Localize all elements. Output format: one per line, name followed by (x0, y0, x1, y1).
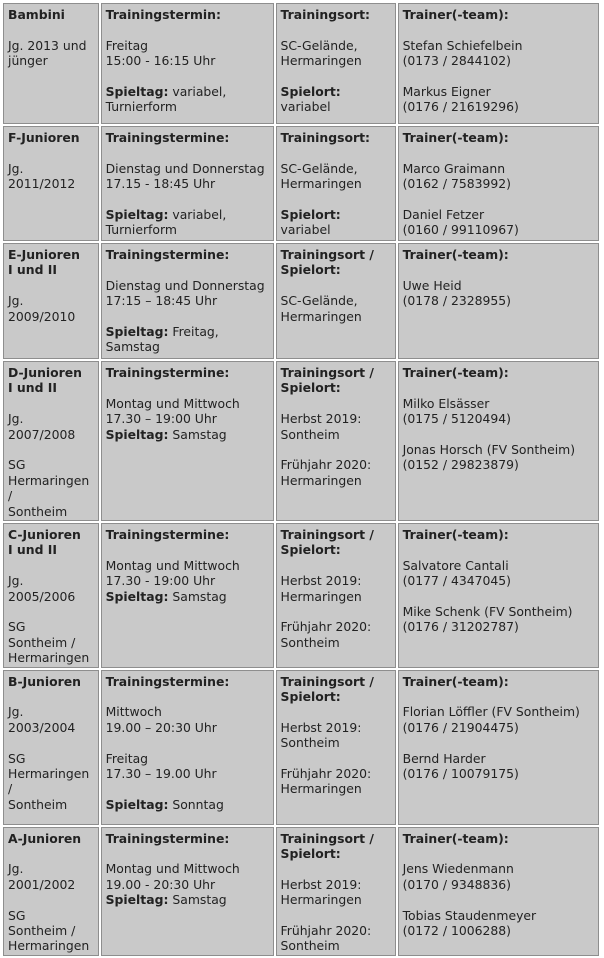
team-sg (8, 908, 95, 954)
training-place-cell (276, 523, 396, 668)
sg-line: SG (8, 619, 26, 635)
sg-line: SG (8, 457, 26, 473)
team-name: E-Junioren (8, 247, 80, 262)
coach-header: Trainer(-team): (402, 130, 509, 145)
matchday-line (106, 427, 270, 442)
coach-header: Trainer(-team): (402, 247, 509, 262)
coach-cell (398, 243, 599, 359)
team-sg (8, 619, 95, 665)
place-header: Spielort: (280, 846, 341, 862)
coach-line: (0176 / 10079175) (402, 766, 519, 782)
coach-cell (398, 670, 599, 825)
matchday-label: Spieltag: (105, 84, 169, 99)
place-line: Herbst 2019: (280, 411, 362, 427)
time-line: Freitag (105, 750, 149, 766)
place-line: variabel (280, 99, 331, 115)
coach-header: Trainer(-team): (402, 673, 509, 689)
coach-line: Salvatore Cantali (402, 557, 509, 573)
place-block (281, 766, 392, 797)
place-line: SC-Gelände, (280, 37, 358, 53)
team-cell (3, 827, 99, 956)
time-block (106, 324, 270, 355)
coach-cell (398, 3, 599, 124)
team-name: I und II (8, 542, 57, 558)
team-cell (3, 361, 99, 521)
place-line: variabel (280, 222, 331, 238)
team-name: D-Junioren (8, 365, 83, 380)
place-line: Herbst 2019: (280, 876, 362, 892)
coach-block (403, 908, 595, 939)
venue-line (281, 207, 392, 222)
coach-block (403, 604, 595, 635)
time-header: Trainingstermine: (105, 247, 230, 262)
time-line: Montag und Mittwoch (105, 861, 240, 877)
sg-line: Hermaringen / (8, 766, 90, 797)
place-block (281, 207, 392, 238)
time-block (106, 278, 270, 309)
time-line: Dienstag und Donnerstag (105, 160, 265, 176)
time-line: 17.30 - 19:00 Uhr (105, 573, 216, 589)
place-header: Trainingsort / (280, 247, 374, 262)
training-place-cell (276, 3, 396, 124)
sg-line: Hermaringen / (8, 472, 90, 504)
table-row (3, 243, 599, 359)
matchday-label: Spieltag: (105, 426, 169, 442)
time-block (106, 558, 270, 589)
place-block (281, 84, 392, 115)
coach-cell (398, 126, 599, 241)
coach-block (403, 278, 595, 309)
years-line: Jg. 2007/2008 (8, 411, 76, 442)
team-name: A-Junioren (8, 830, 82, 846)
team-name: I und II (8, 262, 57, 278)
time-block (106, 589, 270, 604)
coach-block (403, 161, 595, 192)
place-block (281, 720, 392, 751)
time-line: 17.15 - 18:45 Uhr (105, 176, 216, 192)
time-block (106, 861, 270, 892)
training-time-cell (101, 523, 274, 668)
coach-line: Jens Wiedenmann (402, 861, 514, 877)
matchday-value: Samstag (168, 588, 227, 604)
place-header: Spielort: (280, 542, 341, 558)
matchday-line (106, 207, 270, 222)
coach-line: (0160 / 99110967) (402, 222, 519, 238)
time-block (106, 38, 270, 69)
training-place-cell (276, 243, 396, 359)
matchday-line (106, 589, 270, 604)
team-sg (8, 751, 95, 813)
table-row (3, 827, 599, 956)
place-line: Sontheim (280, 426, 340, 442)
team-name: C-Junioren (8, 527, 81, 543)
time-header: Trainingstermin: (105, 7, 221, 22)
matchday-label: Spieltag: (105, 588, 169, 604)
time-line: Freitag (105, 37, 149, 53)
time-line: 17:15 – 18:45 Uhr (105, 293, 218, 309)
training-schedule-table (1, 1, 601, 958)
time-line: Turnierform (105, 99, 177, 115)
coach-line: Milko Elsässer (402, 395, 490, 411)
time-line: 15:00 - 16:15 Uhr (105, 53, 216, 69)
place-header: Trainingsort / (280, 830, 374, 846)
time-line: 19.00 – 20:30 Uhr (105, 719, 217, 735)
place-line: SC-Gelände, (280, 293, 358, 309)
matchday-value: Sonntag (168, 796, 224, 812)
place-block (281, 411, 392, 442)
place-block (281, 877, 392, 908)
place-line: Hermaringen (280, 781, 362, 797)
time-block (106, 892, 270, 907)
time-block (106, 797, 270, 812)
place-line: Herbst 2019: (280, 573, 362, 589)
place-line: Hermaringen (280, 472, 362, 488)
place-block (281, 457, 392, 488)
training-place-cell (276, 361, 396, 521)
coach-line: (0170 / 9348836) (402, 876, 511, 892)
matchday-label: Spieltag: (105, 892, 169, 908)
place-line: Herbst 2019: (280, 719, 362, 735)
coach-block (403, 751, 595, 782)
table-row (3, 126, 599, 241)
team-name: F-Junioren (8, 130, 80, 145)
place-header: Trainingsort / (280, 673, 374, 689)
coach-block (403, 84, 595, 115)
matchday-label: Spieltag: (105, 324, 169, 339)
coach-cell (398, 827, 599, 956)
team-years (8, 573, 95, 604)
sg-line: Hermaringen (8, 938, 90, 954)
place-block (281, 161, 392, 192)
training-time-cell (101, 3, 274, 124)
table-row (3, 361, 599, 521)
years-line: Jg. 2009/2010 (8, 293, 76, 324)
place-header: Spielort: (280, 262, 341, 278)
time-line: Mittwoch (105, 704, 162, 720)
place-block (281, 293, 392, 324)
team-years (8, 704, 95, 735)
team-cell (3, 126, 99, 241)
time-line: Montag und Mittwoch (105, 395, 240, 411)
sg-line: Sontheim / (8, 923, 76, 939)
table-row (3, 3, 599, 124)
coach-line: (0178 / 2328955) (402, 293, 511, 309)
coach-line: (0172 / 1006288) (402, 923, 511, 939)
training-time-cell (101, 827, 274, 956)
coach-line: Bernd Harder (402, 750, 486, 766)
years-line: Jg. 2013 und (8, 37, 87, 53)
time-line: Turnierform (105, 222, 177, 238)
sg-line: Hermaringen (8, 650, 90, 666)
matchday-value: Freitag, (168, 324, 219, 339)
training-place-cell (276, 126, 396, 241)
team-name: B-Junioren (8, 673, 81, 689)
coach-line: (0176 / 21619296) (402, 99, 519, 115)
training-time-cell (101, 243, 274, 359)
coach-line: Markus Eigner (402, 84, 491, 99)
coach-line: Marco Graimann (402, 160, 506, 176)
coach-line: Tobias Staudenmeyer (402, 907, 537, 923)
coach-line: Florian Löffler (FV Sontheim) (402, 704, 580, 720)
time-block (106, 751, 270, 782)
table-row (3, 670, 599, 825)
matchday-value: variabel, (168, 84, 227, 99)
team-years (8, 411, 95, 442)
time-header: Trainingstermine: (105, 830, 230, 846)
time-block (106, 161, 270, 192)
coach-line: Jonas Horsch (FV Sontheim) (402, 442, 576, 457)
coach-header: Trainer(-team): (402, 830, 509, 846)
time-block (106, 207, 270, 238)
time-block (106, 396, 270, 427)
years-line: Jg. 2011/2012 (8, 160, 76, 192)
coach-header: Trainer(-team): (402, 7, 509, 22)
time-block (106, 84, 270, 115)
place-line: Hermaringen (280, 308, 362, 324)
training-time-cell (101, 361, 274, 521)
place-line: Sontheim (280, 634, 340, 650)
team-name: I und II (8, 380, 57, 396)
time-line: Samstag (105, 339, 160, 355)
place-line: Hermaringen (280, 588, 362, 604)
team-cell (3, 670, 99, 825)
place-line: Hermaringen (280, 892, 362, 908)
coach-line: (0176 / 21904475) (402, 719, 519, 735)
years-line: Jg. 2003/2004 (8, 704, 76, 735)
coach-block (403, 396, 595, 427)
coach-line: (0173 / 2844102) (402, 53, 511, 69)
matchday-line (106, 797, 270, 812)
place-block (281, 619, 392, 650)
coach-block (403, 442, 595, 473)
coach-line: (0177 / 4347045) (402, 573, 511, 589)
sg-line: Sontheim / (8, 634, 76, 650)
training-place-cell (276, 670, 396, 825)
coach-block (403, 38, 595, 69)
place-block (281, 923, 392, 954)
place-header: Spielort: (280, 380, 341, 396)
team-cell (3, 243, 99, 359)
team-cell (3, 523, 99, 668)
time-block (106, 704, 270, 735)
place-line: Sontheim (280, 735, 340, 751)
training-place-cell (276, 827, 396, 956)
place-block (281, 573, 392, 604)
sg-line: Sontheim (8, 503, 68, 519)
time-header: Trainingstermine: (105, 365, 230, 380)
time-header: Trainingstermine: (105, 130, 230, 145)
table-body (3, 3, 599, 956)
coach-line: (0162 / 7583992) (402, 176, 511, 192)
place-line: Frühjahr 2020: (280, 457, 372, 473)
venue-label: Spielort: (280, 207, 341, 222)
place-header: Spielort: (280, 689, 341, 705)
time-header: Trainingstermine: (105, 673, 230, 689)
matchday-line (106, 892, 270, 907)
matchday-label: Spieltag: (105, 796, 169, 812)
years-line: Jg. 2005/2006 (8, 573, 76, 604)
matchday-label: Spieltag: (105, 207, 169, 222)
team-sg (8, 457, 95, 519)
coach-line: (0176 / 31202787) (402, 619, 519, 635)
matchday-value: variabel, (168, 207, 227, 222)
years-line: jünger (8, 53, 48, 69)
place-block (281, 38, 392, 69)
team-years (8, 38, 95, 69)
time-line: Dienstag und Donnerstag (105, 277, 265, 293)
place-header: Trainingsort: (280, 7, 370, 22)
coach-header: Trainer(-team): (402, 365, 509, 380)
coach-line: Uwe Heid (402, 277, 462, 293)
matchday-value: Samstag (168, 426, 227, 442)
coach-line: (0175 / 5120494) (402, 411, 511, 427)
years-line: Jg. 2001/2002 (8, 861, 76, 892)
table-row (3, 523, 599, 668)
time-header: Trainingstermine: (105, 527, 230, 543)
team-years (8, 293, 95, 324)
training-time-cell (101, 126, 274, 241)
coach-line: (0152 / 29823879) (402, 457, 519, 473)
coach-cell (398, 523, 599, 668)
coach-block (403, 207, 595, 238)
coach-line: Stefan Schiefelbein (402, 37, 523, 53)
place-header: Trainingsort: (280, 130, 370, 145)
time-line: 17.30 – 19.00 Uhr (105, 766, 217, 782)
time-line: 17.30 – 19:00 Uhr (105, 411, 217, 427)
team-cell (3, 3, 99, 124)
place-line: Frühjahr 2020: (280, 766, 372, 782)
place-header: Trainingsort / (280, 527, 374, 543)
coach-header: Trainer(-team): (402, 527, 509, 543)
place-line: Frühjahr 2020: (280, 619, 372, 635)
place-line: Frühjahr 2020: (280, 923, 372, 939)
sg-line: Sontheim (8, 796, 68, 812)
coach-block (403, 558, 595, 589)
place-line: SC-Gelände, (280, 160, 358, 176)
team-name: Bambini (8, 7, 65, 22)
coach-block (403, 861, 595, 892)
training-time-cell (101, 670, 274, 825)
coach-cell (398, 361, 599, 521)
coach-line: Daniel Fetzer (402, 207, 485, 222)
place-line: Hermaringen (280, 176, 362, 192)
time-block (106, 427, 270, 442)
venue-line (281, 84, 392, 99)
coach-block (403, 704, 595, 735)
matchday-line (106, 84, 270, 99)
sg-line: SG (8, 907, 26, 923)
time-line: 19.00 - 20:30 Uhr (105, 876, 216, 892)
venue-label: Spielort: (280, 84, 341, 99)
place-line: Sontheim (280, 938, 340, 954)
coach-line: Mike Schenk (FV Sontheim) (402, 604, 573, 620)
matchday-line (106, 324, 270, 339)
sg-line: SG (8, 750, 26, 766)
place-header: Trainingsort / (280, 365, 374, 380)
matchday-value: Samstag (168, 892, 227, 908)
team-years (8, 161, 95, 192)
place-line: Hermaringen (280, 53, 362, 69)
team-years (8, 861, 95, 892)
time-line: Montag und Mittwoch (105, 557, 240, 573)
